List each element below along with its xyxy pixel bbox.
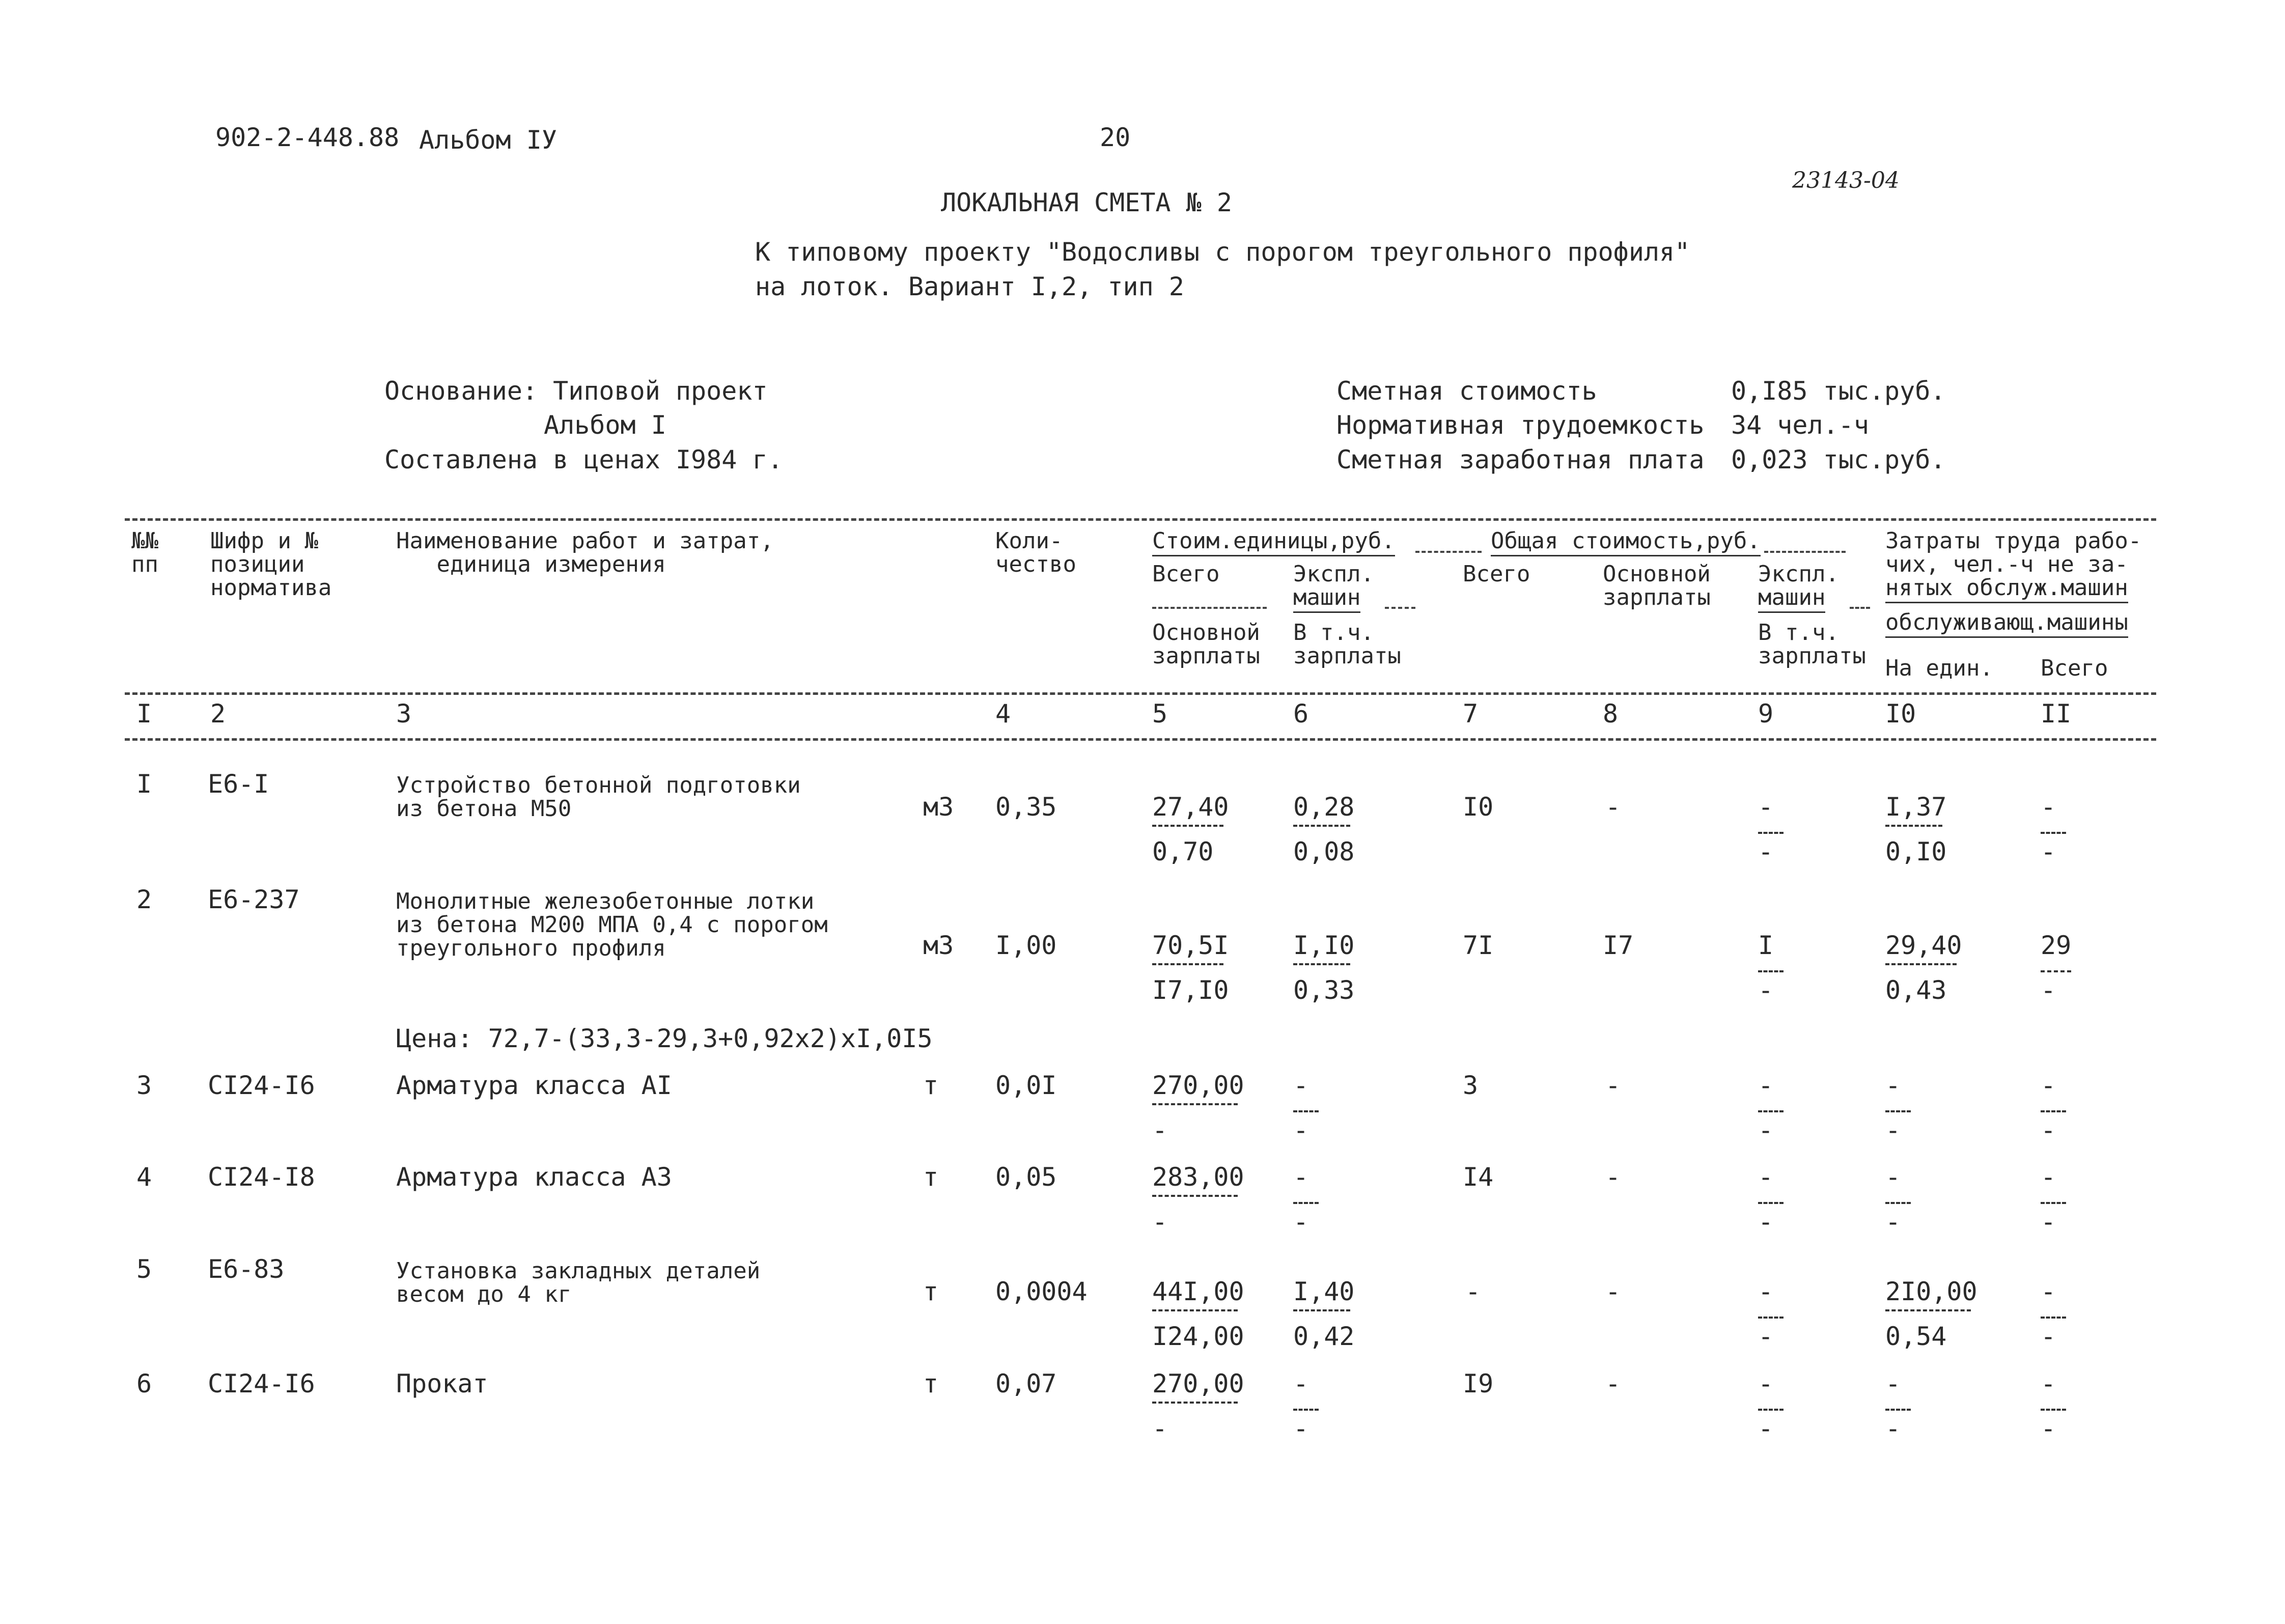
total-machines-total: - bbox=[1758, 1162, 1774, 1192]
row-code: Е6-237 bbox=[208, 885, 300, 914]
unit-cost-basic: 0,70 bbox=[1152, 837, 1214, 866]
page-number: 20 bbox=[1100, 123, 1131, 152]
fraction-rule bbox=[2041, 832, 2066, 834]
labor-unit-bottom: - bbox=[1885, 1207, 1901, 1237]
total-machines-wage: - bbox=[1758, 1207, 1774, 1237]
row-total-basic: - bbox=[1605, 792, 1621, 822]
row-name: Прокат bbox=[396, 1369, 488, 1398]
summary-label-wage: Сметная заработная плата bbox=[1336, 445, 1705, 474]
fraction-rule bbox=[1152, 963, 1223, 965]
row-code: Е6-83 bbox=[208, 1254, 285, 1284]
header-total-mach-rule bbox=[1850, 607, 1870, 609]
row-qty: 0,0I bbox=[995, 1071, 1057, 1100]
row-labor-unit bbox=[1885, 1277, 1977, 1351]
labor-total-bottom: - bbox=[2041, 1322, 2056, 1351]
fraction-rule bbox=[1293, 1110, 1319, 1112]
price-note: Цена: 72,7-(33,3-29,3+0,92х2)хI,0I5 bbox=[396, 1024, 933, 1053]
labor-unit-bottom: 0,54 bbox=[1885, 1322, 1947, 1351]
unit-machines-wage: 0,42 bbox=[1293, 1322, 1355, 1351]
row-total-basic: - bbox=[1605, 1071, 1621, 1100]
row-unit-cost bbox=[1152, 792, 1229, 866]
colnum-5: 5 bbox=[1152, 699, 1168, 729]
summary-value-cost: 0,I85 тыс.руб. bbox=[1731, 376, 1946, 406]
unit-cost-total: 70,5I bbox=[1152, 931, 1229, 960]
summary-label-labor: Нормативная трудоемкость bbox=[1336, 410, 1705, 440]
header-col-2-c: норматива bbox=[210, 575, 332, 601]
summary-value-wage: 0,023 тыс.руб. bbox=[1731, 445, 1946, 474]
fraction-rule bbox=[2041, 1110, 2066, 1112]
fraction-rule bbox=[1152, 1402, 1238, 1404]
fraction-rule bbox=[1758, 832, 1784, 834]
row-name-line: Устройство бетонной подготовки bbox=[396, 772, 801, 798]
row-total-cost: - bbox=[1465, 1277, 1481, 1306]
row-name-line: из бетона М200 МПА 0,4 с порогом bbox=[396, 912, 828, 938]
row-total-machines bbox=[1758, 794, 1784, 865]
row-unit: т bbox=[923, 1162, 939, 1192]
header-unit-incl-a: В т.ч. bbox=[1293, 620, 1374, 646]
row-name bbox=[396, 1259, 760, 1306]
row-number: 6 bbox=[136, 1369, 152, 1398]
fraction-rule bbox=[1885, 825, 1942, 827]
row-name-line: Монолитные железобетонные лотки bbox=[396, 888, 815, 914]
labor-unit-top: - bbox=[1885, 1071, 1901, 1100]
row-name bbox=[396, 774, 801, 821]
fraction-rule bbox=[1885, 963, 1957, 965]
row-total-cost: I4 bbox=[1463, 1162, 1494, 1192]
row-labor-unit bbox=[1885, 792, 1947, 866]
unit-machines-wage: 0,08 bbox=[1293, 837, 1355, 866]
row-code: СI24-I6 bbox=[208, 1369, 315, 1398]
row-labor-total bbox=[2041, 1073, 2066, 1144]
unit-cost-total: 283,00 bbox=[1152, 1162, 1244, 1192]
labor-unit-top: - bbox=[1885, 1162, 1901, 1192]
row-labor-total bbox=[2041, 1164, 2066, 1236]
header-col-4-a: Коли- bbox=[995, 528, 1063, 554]
header-unit-basic-b: зарплаты bbox=[1152, 643, 1260, 669]
unit-cost-basic: I7,I0 bbox=[1152, 975, 1229, 1005]
unit-machines-total: - bbox=[1293, 1369, 1309, 1398]
fraction-rule bbox=[2041, 1409, 2066, 1411]
colnum-3: 3 bbox=[396, 699, 412, 729]
labor-total-top: - bbox=[2041, 1071, 2056, 1100]
labor-total-top: - bbox=[2041, 792, 2056, 822]
header-col-2 bbox=[210, 529, 331, 600]
unit-machines-wage: - bbox=[1293, 1115, 1309, 1145]
row-code: СI24-I8 bbox=[208, 1162, 315, 1192]
header-unit-total: Всего bbox=[1152, 561, 1220, 587]
header-col-3 bbox=[396, 529, 774, 576]
estimate-title: ЛОКАЛЬНАЯ СМЕТА № 2 bbox=[941, 188, 1232, 217]
row-number: 2 bbox=[136, 885, 152, 914]
labor-unit-bottom: 0,I0 bbox=[1885, 837, 1947, 866]
fraction-rule bbox=[1152, 1103, 1238, 1105]
fraction-rule bbox=[2041, 970, 2071, 972]
row-unit-machines bbox=[1293, 1073, 1319, 1144]
colnum-9: 9 bbox=[1758, 699, 1774, 729]
total-machines-wage: - bbox=[1758, 1322, 1774, 1351]
row-code: Е6-I bbox=[208, 769, 269, 799]
basis-line-2: Альбом I bbox=[544, 410, 666, 440]
row-unit-machines bbox=[1293, 1164, 1319, 1236]
row-qty: 0,0004 bbox=[995, 1277, 1088, 1306]
total-machines-wage: - bbox=[1758, 975, 1774, 1005]
labor-unit-bottom: - bbox=[1885, 1115, 1901, 1145]
header-unit-machines-a: Экспл. bbox=[1293, 561, 1374, 587]
header-unit-sub-rule bbox=[1152, 607, 1267, 609]
row-total-cost: 7I bbox=[1463, 931, 1494, 960]
row-qty: 0,35 bbox=[995, 792, 1057, 822]
unit-cost-basic: - bbox=[1152, 1115, 1168, 1145]
labor-unit-bottom: 0,43 bbox=[1885, 975, 1947, 1005]
labor-total-bottom: - bbox=[2041, 975, 2056, 1005]
row-qty: I,00 bbox=[995, 931, 1057, 960]
header-labor-line-c: нятых обслуж.машин bbox=[1885, 575, 2128, 603]
labor-total-bottom: - bbox=[2041, 1115, 2056, 1145]
row-number: 5 bbox=[136, 1254, 152, 1284]
header-col-1-b: пп bbox=[131, 551, 158, 577]
row-total-basic: - bbox=[1605, 1369, 1621, 1398]
colnum-2: 2 bbox=[210, 699, 226, 729]
colnum-7: 7 bbox=[1463, 699, 1479, 729]
row-total-machines bbox=[1758, 1279, 1784, 1350]
row-labor-total bbox=[2041, 933, 2071, 1004]
header-total-incl-b: зарплаты bbox=[1758, 643, 1866, 669]
total-machines-wage: - bbox=[1758, 837, 1774, 866]
fraction-rule bbox=[1152, 1309, 1238, 1311]
unit-machines-wage: - bbox=[1293, 1414, 1309, 1443]
unit-cost-basic: - bbox=[1152, 1207, 1168, 1237]
row-number: 3 bbox=[136, 1071, 152, 1100]
row-total-basic: - bbox=[1605, 1277, 1621, 1306]
labor-total-top: - bbox=[2041, 1369, 2056, 1398]
fraction-rule bbox=[1152, 825, 1223, 827]
summary-value-labor: 34 чел.-ч bbox=[1731, 410, 1869, 440]
row-labor-unit bbox=[1885, 1073, 1911, 1144]
labor-total-bottom: - bbox=[2041, 1414, 2056, 1443]
row-total-cost: I9 bbox=[1463, 1369, 1494, 1398]
row-unit-machines bbox=[1293, 1371, 1319, 1442]
labor-total-top: 29 bbox=[2041, 931, 2072, 960]
header-unit-incl bbox=[1293, 621, 1401, 668]
fraction-rule bbox=[1293, 1309, 1350, 1311]
row-name bbox=[396, 890, 828, 960]
row-unit: т bbox=[923, 1277, 939, 1306]
row-name-line: весом до 4 кг bbox=[396, 1281, 572, 1307]
unit-cost-basic: - bbox=[1152, 1414, 1168, 1443]
labor-unit-top: - bbox=[1885, 1369, 1901, 1398]
row-name: Арматура класса А3 bbox=[396, 1162, 672, 1192]
row-name: Арматура класса АI bbox=[396, 1071, 672, 1100]
colnum-4: 4 bbox=[995, 699, 1011, 729]
header-col-4-b: чество bbox=[995, 551, 1076, 577]
row-qty: 0,05 bbox=[995, 1162, 1057, 1192]
row-unit: м3 bbox=[923, 931, 954, 960]
labor-unit-top: 2I0,00 bbox=[1885, 1277, 1977, 1306]
row-total-cost: 3 bbox=[1463, 1071, 1479, 1100]
row-code: СI24-I6 bbox=[208, 1071, 315, 1100]
document-code: 902-2-448.88 bbox=[215, 123, 400, 152]
labor-unit-bottom: - bbox=[1885, 1414, 1901, 1443]
header-unit-incl-b: зарплаты bbox=[1293, 643, 1401, 669]
fraction-rule bbox=[2041, 1202, 2066, 1204]
fraction-rule bbox=[1885, 1110, 1911, 1112]
header-unit-basic bbox=[1152, 621, 1260, 668]
row-total-cost: I0 bbox=[1463, 792, 1494, 822]
row-qty: 0,07 bbox=[995, 1369, 1057, 1398]
row-total-machines bbox=[1758, 1164, 1784, 1236]
row-unit-cost bbox=[1152, 1071, 1244, 1145]
row-unit-machines bbox=[1293, 792, 1355, 866]
labor-unit-top: 29,40 bbox=[1885, 931, 1962, 960]
total-machines-total: - bbox=[1758, 792, 1774, 822]
header-group-dash-1 bbox=[1415, 551, 1482, 553]
row-total-machines bbox=[1758, 1073, 1784, 1144]
row-labor-unit bbox=[1885, 1371, 1911, 1442]
header-unit-cost-group-label: Стоим.единицы,руб. bbox=[1152, 528, 1395, 556]
labor-total-bottom: - bbox=[2041, 837, 2056, 866]
header-unit-basic-a: Основной bbox=[1152, 620, 1260, 646]
row-total-machines bbox=[1758, 1371, 1784, 1442]
header-col-3-a: Наименование работ и затрат, bbox=[396, 528, 774, 554]
row-labor-unit bbox=[1885, 931, 1962, 1005]
unit-cost-total: 27,40 bbox=[1152, 792, 1229, 822]
fraction-rule bbox=[1885, 1409, 1911, 1411]
header-col-1 bbox=[131, 529, 158, 576]
row-name-line: из бетона М50 bbox=[396, 796, 572, 822]
header-labor-group bbox=[1885, 529, 2141, 600]
row-unit-cost bbox=[1152, 1277, 1244, 1351]
colnum-bottom-rule bbox=[125, 738, 2156, 741]
header-unit-machines bbox=[1293, 563, 1374, 609]
row-labor-total bbox=[2041, 1371, 2066, 1442]
project-title-line-2: на лоток. Вариант I,2, тип 2 bbox=[755, 272, 1184, 301]
header-col-1-a: №№ bbox=[131, 528, 158, 554]
header-labor-line-d: обслуживающ.машины bbox=[1885, 609, 2128, 638]
fraction-rule bbox=[1885, 1202, 1911, 1204]
labor-unit-top: I,37 bbox=[1885, 792, 1947, 822]
header-total-basic-b: зарплаты bbox=[1603, 584, 1711, 610]
fraction-rule bbox=[1758, 1202, 1784, 1204]
header-labor-line-a: Затраты труда рабо- bbox=[1885, 528, 2142, 554]
row-number: 4 bbox=[136, 1162, 152, 1192]
fraction-rule bbox=[1885, 1309, 1971, 1311]
row-name-line: треугольного профиля bbox=[396, 935, 666, 961]
unit-machines-wage: 0,33 bbox=[1293, 975, 1355, 1005]
row-unit-cost bbox=[1152, 931, 1229, 1005]
handwritten-number: 23143-04 bbox=[1792, 167, 1900, 193]
labor-total-bottom: - bbox=[2041, 1207, 2056, 1237]
row-total-basic: I7 bbox=[1603, 931, 1634, 960]
fraction-rule bbox=[1293, 825, 1350, 827]
header-labor-line-d-wrap bbox=[1885, 611, 2128, 634]
header-total-incl bbox=[1758, 621, 1866, 668]
row-unit: м3 bbox=[923, 792, 954, 822]
colnum-6: 6 bbox=[1293, 699, 1309, 729]
header-col-2-a: Шифр и № bbox=[210, 528, 318, 554]
colnum-8: 8 bbox=[1603, 699, 1619, 729]
row-unit: т bbox=[923, 1071, 939, 1100]
basis-line-3: Составлена в ценах I984 г. bbox=[384, 445, 783, 474]
unit-machines-wage: - bbox=[1293, 1207, 1309, 1237]
header-labor-total: Всего bbox=[2041, 655, 2108, 681]
row-labor-total bbox=[2041, 1279, 2066, 1350]
row-unit-machines bbox=[1293, 931, 1355, 1005]
fraction-rule bbox=[1758, 970, 1784, 972]
row-total-basic: - bbox=[1605, 1162, 1621, 1192]
colnum-1: I bbox=[136, 699, 152, 729]
total-machines-wage: - bbox=[1758, 1115, 1774, 1145]
header-bottom-rule bbox=[125, 692, 2156, 695]
album-label: Альбом IУ bbox=[419, 125, 557, 155]
header-total-cost-group bbox=[1491, 529, 1761, 553]
header-col-4 bbox=[995, 529, 1076, 576]
unit-machines-total: - bbox=[1293, 1162, 1309, 1192]
row-unit-cost bbox=[1152, 1162, 1244, 1237]
header-total-total: Всего bbox=[1463, 561, 1530, 587]
labor-total-top: - bbox=[2041, 1162, 2056, 1192]
total-machines-total: - bbox=[1758, 1071, 1774, 1100]
total-machines-wage: - bbox=[1758, 1414, 1774, 1443]
header-total-machines-b: машин bbox=[1758, 584, 1825, 613]
row-name-line: Установка закладных деталей bbox=[396, 1258, 761, 1284]
fraction-rule bbox=[1293, 963, 1350, 965]
row-unit-cost bbox=[1152, 1369, 1244, 1443]
table-top-rule bbox=[125, 518, 2156, 521]
total-machines-total: - bbox=[1758, 1369, 1774, 1398]
total-machines-total: I bbox=[1758, 931, 1774, 960]
fraction-rule bbox=[1758, 1409, 1784, 1411]
unit-machines-total: - bbox=[1293, 1071, 1309, 1100]
header-total-incl-a: В т.ч. bbox=[1758, 620, 1839, 646]
colnum-10: I0 bbox=[1885, 699, 1916, 729]
row-labor-unit bbox=[1885, 1164, 1911, 1236]
row-total-machines bbox=[1758, 933, 1784, 1004]
header-total-machines-a: Экспл. bbox=[1758, 561, 1839, 587]
fraction-rule bbox=[1152, 1195, 1238, 1197]
labor-total-top: - bbox=[2041, 1277, 2056, 1306]
fraction-rule bbox=[1293, 1202, 1319, 1204]
header-labor-unit: На един. bbox=[1885, 655, 1993, 681]
unit-cost-total: 44I,00 bbox=[1152, 1277, 1244, 1306]
row-number: I bbox=[136, 769, 152, 799]
header-unit-cost-group bbox=[1152, 529, 1395, 553]
header-labor-line-b: чих, чел.-ч не за- bbox=[1885, 551, 2128, 577]
row-unit-machines bbox=[1293, 1277, 1355, 1351]
unit-cost-basic: I24,00 bbox=[1152, 1322, 1244, 1351]
unit-machines-total: 0,28 bbox=[1293, 792, 1355, 822]
fraction-rule bbox=[1758, 1317, 1784, 1319]
header-col-2-b: позиции bbox=[210, 551, 305, 577]
header-total-machines bbox=[1758, 563, 1839, 609]
unit-cost-total: 270,00 bbox=[1152, 1071, 1244, 1100]
header-group-dash-2 bbox=[1764, 551, 1846, 553]
header-unit-machines-b: машин bbox=[1293, 584, 1360, 613]
basis-line-1: Основание: Типовой проект bbox=[384, 376, 768, 406]
unit-machines-total: I,I0 bbox=[1293, 931, 1355, 960]
colnum-11: II bbox=[2041, 699, 2072, 729]
project-title-line-1: К типовому проекту "Водосливы с порогом треугольного профиля" bbox=[755, 237, 1690, 267]
unit-cost-total: 270,00 bbox=[1152, 1369, 1244, 1398]
unit-machines-total: I,40 bbox=[1293, 1277, 1355, 1306]
header-total-cost-group-label: Общая стоимость,руб. bbox=[1491, 528, 1761, 556]
row-labor-total bbox=[2041, 794, 2066, 865]
total-machines-total: - bbox=[1758, 1277, 1774, 1306]
header-unit-mach-rule bbox=[1385, 607, 1415, 609]
fraction-rule bbox=[2041, 1317, 2066, 1319]
header-col-3-b: единица измерения bbox=[436, 551, 666, 577]
fraction-rule bbox=[1293, 1409, 1319, 1411]
header-total-basic-a: Основной bbox=[1603, 561, 1711, 587]
summary-label-cost: Сметная стоимость bbox=[1336, 376, 1597, 406]
fraction-rule bbox=[1758, 1110, 1784, 1112]
row-unit: т bbox=[923, 1369, 939, 1398]
header-total-basic bbox=[1603, 563, 1711, 609]
